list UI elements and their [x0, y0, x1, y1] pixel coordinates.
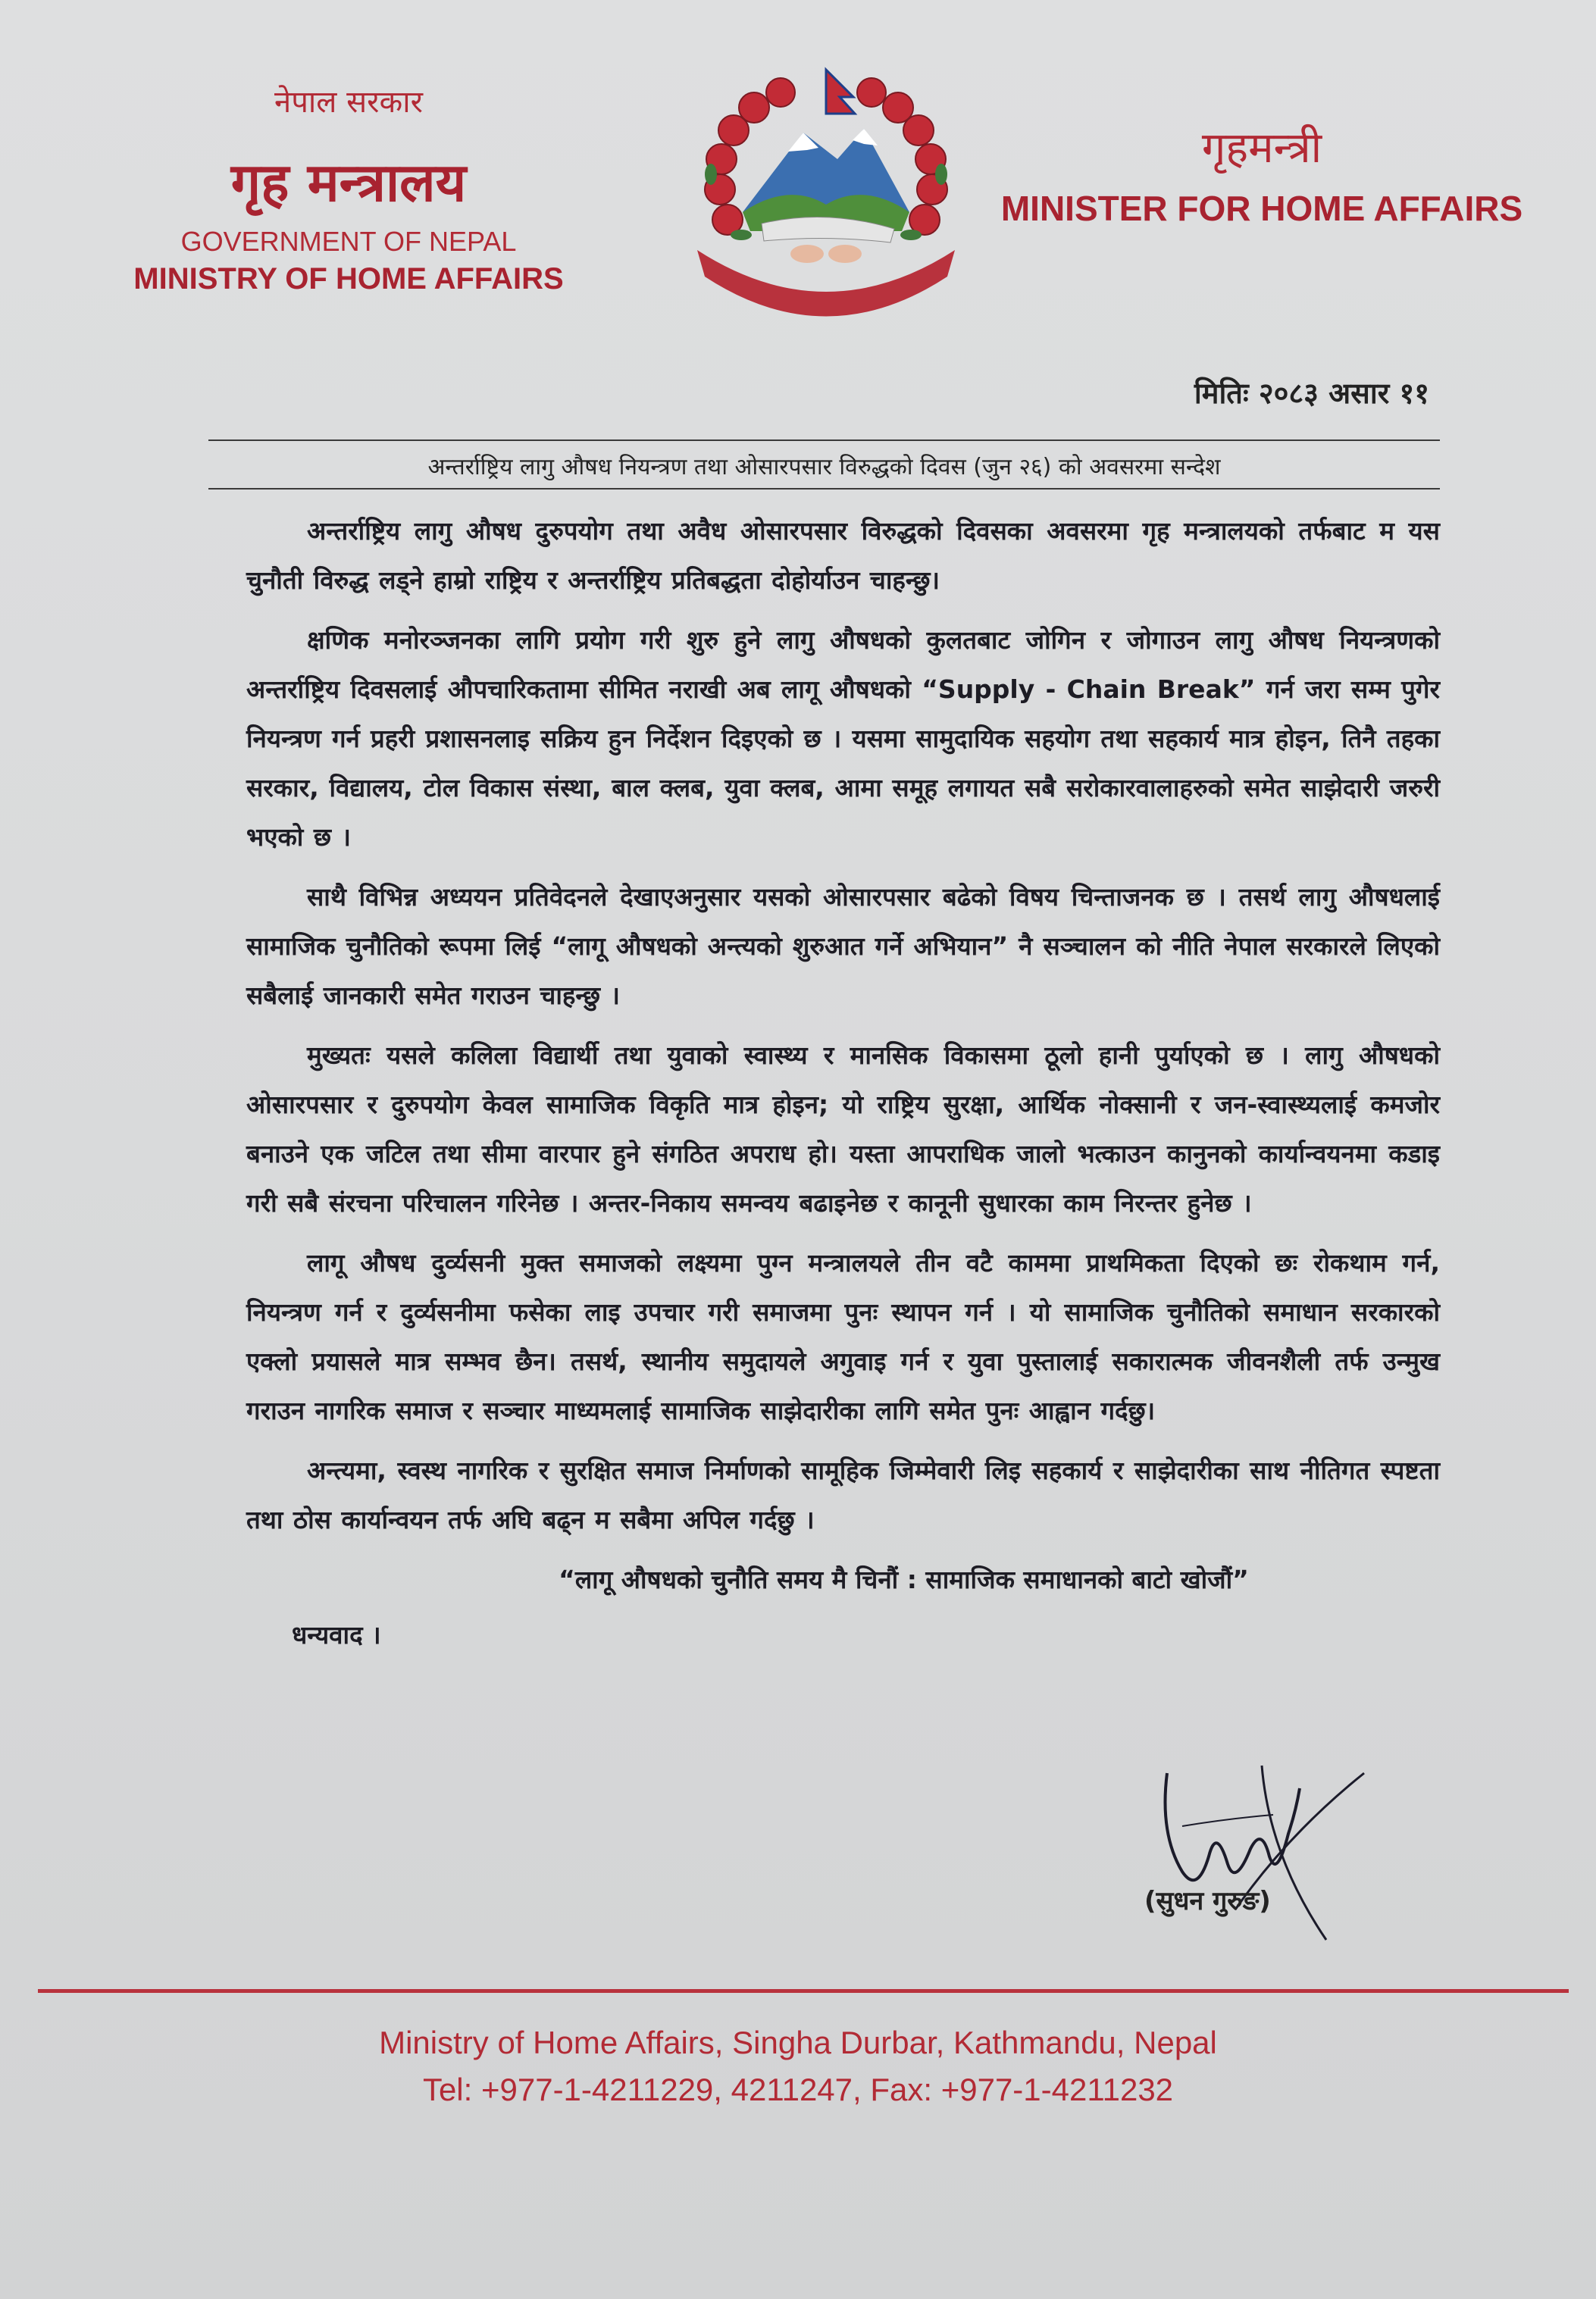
paragraph-2: क्षणिक मनोरञ्जनका लागि प्रयोग गरी शुरु हुने लागु औषधको कुलतबाट जोगिन र जोगाउन लागु औषध नियन्त्रणको अन्तर्राष्ट्रिय दिवसलाई औपचारिकतामा सीमित नराखी अब लागू औषधको “Supply - Chain Break” गर्न जरा सम्म पुगेर नियन्त्रण गर्न प्रहरी प्रशासनलाइ सक्रिय हुन निर्देशन दिइएको छ । यसमा सामुदायिक सहयोग तथा सहकार्य मात्र होइन, तिनै तहका सरकार, विद्यालय, टोल विकास संस्था, बाल क्लब, युवा क्लब, आमा समूह लगायत सबै सरोकारवालाहरुको समेत साझेदारी जरुरी भएको छ ।	[246, 625, 1440, 852]
letterhead-minister-nepali: गृहमन्त्री	[1201, 124, 1322, 173]
letter-date: मितिः २०८३ असार ११	[1194, 377, 1429, 410]
signatory-name: (सुधन गुरुङ)	[1144, 1886, 1271, 1916]
letter-subject: अन्तर्राष्ट्रिय लागु औषध नियन्त्रण तथा ओसारपसार विरुद्धको दिवस (जुन २६) को अवसरमा सन्देश	[427, 454, 1221, 480]
paragraph-1: अन्तर्राष्ट्रिय लागु औषध दुरुपयोग तथा अवैध ओसारपसार विरुद्धको दिवसका अवसरमा गृह मन्त्रालयको तर्फबाट म यस चुनौती विरुद्ध लड्ने हाम्रो राष्ट्रिय र अन्तर्राष्ट्रिय प्रतिबद्धता दोहोर्याउन चाहन्छु।	[246, 516, 1440, 595]
nepal-coat-of-arms-icon	[674, 61, 978, 326]
letter-body	[246, 506, 1440, 1659]
letterhead-govt-nepali: नेपाल सरकार	[274, 85, 423, 120]
letterhead-govt-english: GOVERNMENT OF NEPAL	[180, 226, 517, 257]
paragraph-3: साथै विभिन्न अध्ययन प्रतिवेदनले देखाएअनुसार यसको ओसारपसार बढेको विषय चिन्ताजनक छ । तसर्थ लागु औषधलाई सामाजिक चुनौतिको रूपमा लिई “लागू औषधको अन्त्यको शुरुआत गर्ने अभियान” नै सञ्चालन को नीति नेपाल सरकारले लिएको सबैलाई जानकारी समेत गराउन चाहन्छु ।	[246, 882, 1440, 1010]
paragraph-5: लागू औषध दुर्व्यसनी मुक्त समाजको लक्ष्यमा पुग्न मन्त्रालयले तीन वटै काममा प्राथमिकता दिएको छः रोकथाम गर्न, नियन्त्रण गर्न र दुर्व्यसनीमा फसेका लाइ उपचार गरी समाजमा पुनः स्थापन गर्न । यो सामाजिक चुनौतिको समाधान सरकारको एक्लो प्रयासले मात्र सम्भव छैन। तसर्थ, स्थानीय समुदायले अगुवाइ गर्न र युवा पुस्तालाई सकारात्मक जीवनशैली तर्फ उन्मुख गराउन नागरिक समाज र सञ्चार माध्यमलाई सामाजिक साझेदारीका लागि समेत पुनः आह्वान गर्दछु।	[246, 1248, 1440, 1425]
paragraph-4: मुख्यतः यसले कलिला विद्यार्थी तथा युवाको स्वास्थ्य र मानसिक विकासमा ठूलो हानी पुर्याएको छ । लागु औषधको ओसारपसार र दुरुपयोग केवल सामाजिक विकृति मात्र होइन; यो राष्ट्रिय सुरक्षा, आर्थिक नोक्सानी र जन-स्वास्थ्यलाई कमजोर बनाउने एक जटिल तथा सीमा वारपार हुने संगठित अपराध हो। यस्ता आपराधिक जालो भत्काउन कानुनको कार्यान्वयनमा कडाइ गरी सबै संरचना परिचालन गरिनेछ । अन्तर-निकाय समन्वय बढाइनेछ र कानूनी सुधारका काम निरन्तर हुनेछ ।	[246, 1040, 1440, 1218]
letterhead-ministry-nepali: गृह मन्त्रालय	[230, 152, 467, 214]
paragraph-6: अन्त्यमा, स्वस्थ नागरिक र सुरक्षित समाज निर्माणको सामूहिक जिम्मेवारी लिइ सहकार्य र साझेदारीका साथ नीतिगत स्पष्टता तथा ठोस कार्यान्वयन तर्फ अघि बढ्न म सबैमा अपिल गर्दछु ।	[246, 1456, 1440, 1534]
footer-address: Ministry of Home Affairs, Singha Durbar, Kathmandu, Nepal	[379, 2025, 1217, 2060]
letterhead-minister-english: MINISTER FOR HOME AFFAIRS	[1000, 189, 1523, 228]
subject-top-rule	[208, 439, 1440, 441]
letterhead-ministry-english: MINISTRY OF HOME AFFAIRS	[133, 262, 564, 296]
closing-thanks: धन्यवाद ।	[292, 1620, 381, 1650]
footer-rule	[38, 1989, 1569, 1993]
campaign-slogan: “लागू औषधको चुनौति समय मै चिनौं : सामाजिक समाधानको बाटो खोजौं”	[559, 1565, 1249, 1594]
footer-contact: Tel: +977-1-4211229, 4211247, Fax: +977-1-4211232	[422, 2072, 1174, 2107]
subject-bottom-rule	[208, 488, 1440, 490]
